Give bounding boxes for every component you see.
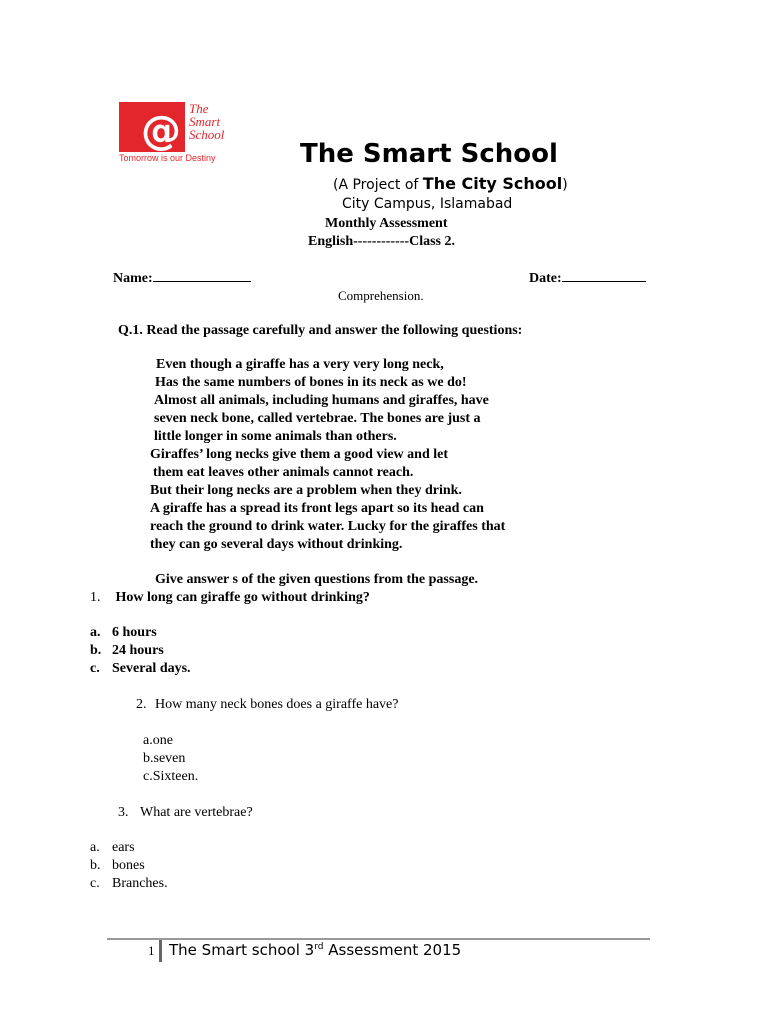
logo-name: The Smart School — [189, 101, 225, 142]
question-2 — [136, 697, 398, 713]
question-number: 3. — [118, 805, 129, 820]
footer-bar — [159, 940, 162, 962]
option-text: 24 hours — [112, 643, 164, 658]
question-number: 2. — [136, 697, 147, 712]
date-field — [529, 269, 646, 287]
option-text: bones — [112, 858, 145, 873]
date-blank[interactable] — [562, 269, 646, 282]
passage-line: A giraffe has a spread its front legs apart so its head can — [150, 501, 484, 516]
question-text: What are vertebrae? — [140, 805, 253, 820]
school-logo — [119, 102, 239, 164]
footer-sup: rd — [314, 942, 324, 952]
passage-line: But their long necks are a problem when they drink. — [150, 483, 462, 498]
option-letter: a. — [90, 625, 101, 640]
date-label: Date: — [529, 271, 562, 286]
page-number: 1 — [148, 943, 155, 958]
option-c — [90, 661, 191, 677]
footer-text-after: Assessment 2015 — [323, 941, 462, 959]
section-heading: Comprehension. — [338, 288, 424, 303]
option-b — [90, 643, 164, 659]
passage-line: seven neck bone, called vertebrae. The bones are just a — [154, 411, 481, 426]
question-number: 1. — [90, 590, 101, 605]
project-name: The City School — [422, 174, 563, 193]
option-text: Branches. — [112, 876, 168, 891]
passage-line: reach the ground to drink water. Lucky for the giraffes that — [150, 519, 506, 534]
instruction: Give answer s of the given questions from the passage. — [155, 572, 479, 587]
passage-line: little longer in some animals than others. — [154, 429, 397, 444]
question-text: How many neck bones does a giraffe have? — [155, 697, 399, 712]
assessment-title: Monthly Assessment — [325, 216, 448, 231]
option-a — [90, 840, 135, 856]
logo-tagline: Tomorrow is our Destiny — [119, 153, 216, 163]
question-text: How long can giraffe go without drinking? — [115, 590, 370, 605]
footer-text-before: The Smart school 3 — [169, 941, 315, 959]
passage-line: Even though a giraffe has a very very long neck, — [156, 357, 444, 372]
option-c: c.Sixteen. — [143, 769, 199, 784]
footer-divider — [107, 938, 650, 940]
option-text: Several days. — [112, 661, 191, 676]
option-b: b.seven — [143, 751, 186, 766]
name-field — [113, 269, 251, 287]
project-suffix: ) — [562, 177, 568, 193]
question-3 — [118, 805, 253, 821]
option-a — [90, 625, 157, 641]
option-letter: a. — [90, 840, 100, 855]
passage-line: Almost all animals, including humans and giraffes, have — [154, 393, 489, 408]
logo-at-icon: @ — [141, 108, 181, 154]
option-letter: b. — [90, 858, 101, 873]
page-title: The Smart School — [300, 139, 558, 169]
passage-line: Has the same numbers of bones in its neck as we do! — [155, 375, 467, 390]
passage-line: Giraffes’ long necks give them a good view and let — [150, 447, 448, 462]
project-line — [333, 174, 568, 193]
class-line: English------------Class 2. — [308, 234, 455, 249]
option-c — [90, 876, 168, 892]
footer-text — [169, 941, 461, 959]
campus-line: City Campus, Islamabad — [342, 196, 513, 212]
name-label: Name: — [113, 271, 153, 286]
option-letter: b. — [90, 643, 102, 658]
option-text: 6 hours — [112, 625, 157, 640]
passage-line: them eat leaves other animals cannot reach. — [153, 465, 414, 480]
passage-line: they can go several days without drinking. — [150, 537, 403, 552]
option-letter: c. — [90, 876, 100, 891]
option-letter: c. — [90, 661, 100, 676]
question-1 — [90, 590, 370, 606]
project-prefix: (A Project of — [333, 177, 423, 193]
question-1-heading: Q.1. Read the passage carefully and answer the following questions: — [118, 323, 523, 338]
option-b — [90, 858, 145, 874]
name-blank[interactable] — [153, 269, 251, 282]
option-a: a.one — [143, 733, 173, 748]
option-text: ears — [112, 840, 135, 855]
